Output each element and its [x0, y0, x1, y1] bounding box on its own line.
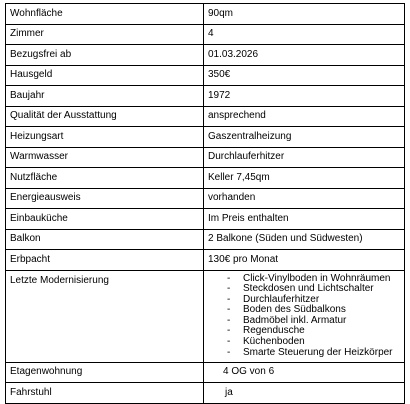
modernisierung-list-cell — [204, 270, 405, 362]
row-value: 01.03.2026 — [204, 45, 405, 66]
table-row — [6, 229, 405, 250]
row-value: Durchlauferhitzer — [204, 147, 405, 168]
modernisierung-list — [208, 274, 404, 359]
dash-bullet: - — [227, 314, 231, 326]
row-value: Gaszentralheizung — [204, 127, 405, 148]
list-item-text: Badmöbel inkl. Armatur — [243, 314, 347, 326]
row-value: Im Preis enthalten — [204, 209, 405, 230]
list-item-text: Küchenboden — [243, 336, 305, 348]
row-label: Qualität der Ausstattung — [6, 106, 204, 127]
dash-bullet: - — [227, 304, 231, 316]
list-item-text: Steckdosen und Lichtschalter — [243, 283, 374, 295]
row-label: Bezugsfrei ab — [6, 45, 204, 66]
row-label: Fahrstuhl — [6, 383, 204, 404]
list-item — [227, 348, 404, 359]
table-row — [6, 106, 405, 127]
table-row — [6, 250, 405, 271]
table-row-modernisierung — [6, 270, 405, 362]
row-label: Letzte Modernisierung — [6, 270, 204, 362]
row-value: 1972 — [204, 86, 405, 107]
row-label: Balkon — [6, 229, 204, 250]
list-item-text: Durchlauferhitzer — [243, 293, 320, 305]
table-row — [6, 127, 405, 148]
row-value: ansprechend — [204, 106, 405, 127]
dash-bullet: - — [227, 346, 231, 358]
list-item-text: Regendusche — [243, 325, 305, 337]
row-label: Heizungsart — [6, 127, 204, 148]
row-value: 90qm — [204, 4, 405, 25]
row-label: Zimmer — [6, 24, 204, 45]
dash-bullet: - — [227, 283, 231, 295]
table-row — [6, 65, 405, 86]
property-details-table — [5, 3, 405, 404]
table-row — [6, 45, 405, 66]
row-label: Baujahr — [6, 86, 204, 107]
row-value: vorhanden — [204, 188, 405, 209]
row-label: Energieausweis — [6, 188, 204, 209]
row-label: Hausgeld — [6, 65, 204, 86]
row-label: Warmwasser — [6, 147, 204, 168]
dash-bullet: - — [227, 336, 231, 348]
table-row — [6, 188, 405, 209]
row-label: Erbpacht — [6, 250, 204, 271]
list-item-text: Smarte Steuerung der Heizkörper — [243, 346, 393, 358]
row-value: 350€ — [204, 65, 405, 86]
dash-bullet: - — [227, 293, 231, 305]
table-row — [6, 86, 405, 107]
row-value: ja — [204, 383, 405, 404]
row-value: Keller 7,45qm — [204, 168, 405, 189]
row-value: 2 Balkone (Süden und Südwesten) — [204, 229, 405, 250]
table-row — [6, 4, 405, 25]
table-row — [6, 209, 405, 230]
row-label: Einbauküche — [6, 209, 204, 230]
table-row — [6, 168, 405, 189]
table-row — [6, 362, 405, 383]
row-label: Nutzfläche — [6, 168, 204, 189]
row-label: Wohnfläche — [6, 4, 204, 25]
table-row — [6, 24, 405, 45]
list-item-text: Boden des Südbalkons — [243, 304, 346, 316]
list-item-text: Click-Vinylboden in Wohnräumen — [243, 272, 391, 284]
row-value: 4 — [204, 24, 405, 45]
dash-bullet: - — [227, 325, 231, 337]
row-value: 130€ pro Monat — [204, 250, 405, 271]
row-value: 4 OG von 6 — [204, 362, 405, 383]
dash-bullet: - — [227, 272, 231, 284]
table-row — [6, 147, 405, 168]
row-label: Etagenwohnung — [6, 362, 204, 383]
